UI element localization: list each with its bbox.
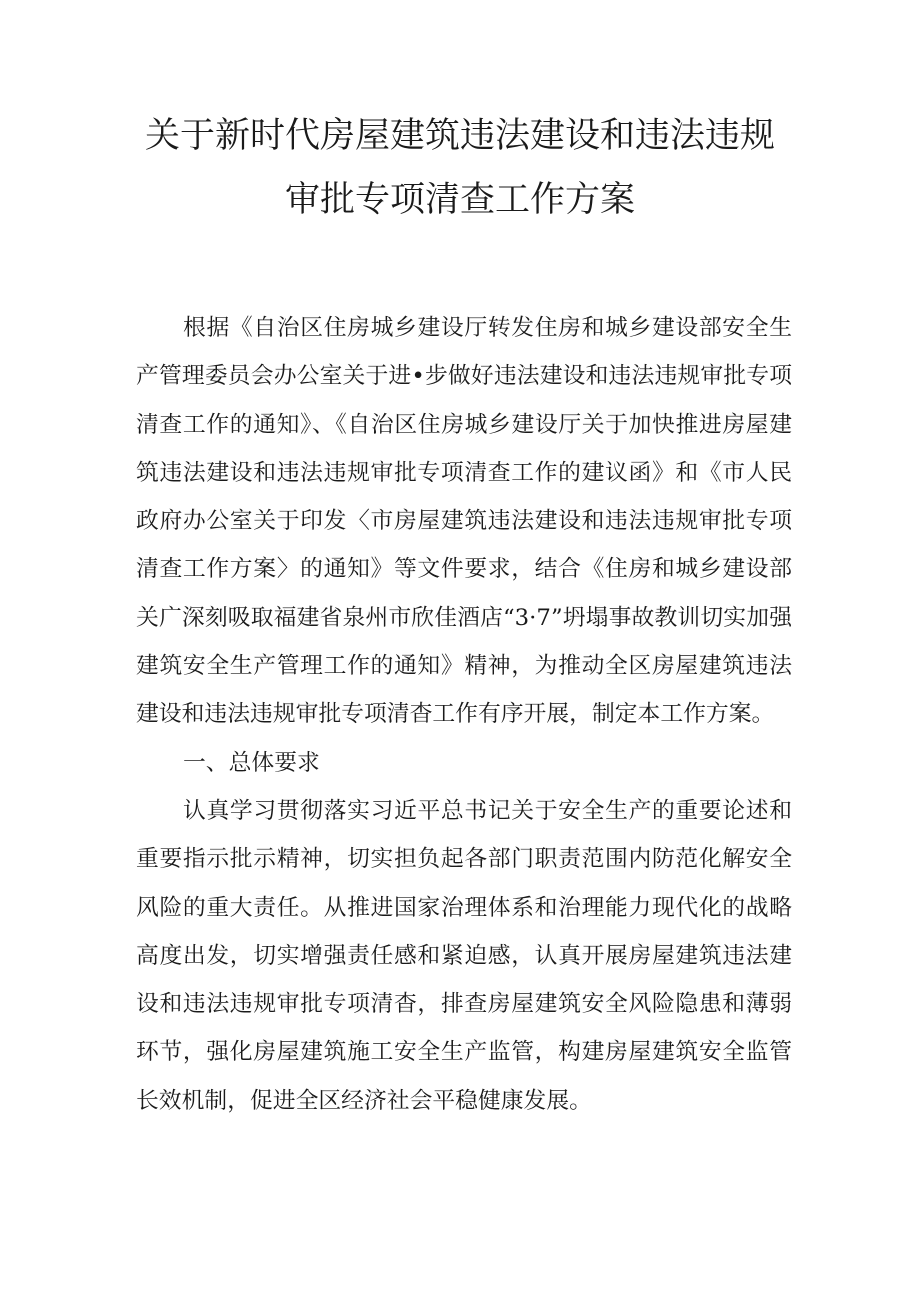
- title-line-1: 关于新时代房屋建筑违法建设和违法违规: [144, 116, 775, 156]
- section-heading-general-requirements: 一、总体要求: [183, 749, 320, 776]
- title-line-2: 审批专项清查工作方案: [284, 180, 635, 220]
- paragraph-general-requirements: 认真学习贯彻落实习近平总书记关于安全生产的重要论述和重要指示批示精神，切实担负起各部门职责范围内防范化解安全风险的重大责任。从推进国家治理体系和治理能力现代化的战略高度出发，切实增强责任感和紧迫感，认真开展房屋建筑违法建设和违法违规审批专项清杳，排查房屋建筑安全风险隐患和薄弱环节，强化房屋建筑施工安全生产监管，构建房屋建筑安全监管长效机制，促进全区经济社会平稳健康发展。: [136, 797, 792, 1114]
- paragraph-intro: 根据《自治区住房城乡建设厅转发住房和城乡建设部安全生产管理委员会办公室关于进•步做好违法建设和违法违规审批专项清查工作的通知》、《自治区住房城乡建设厅关于加快推进房屋建筑违法建设和违法违规审批专项清查工作的建议函》和《市人民政府办公室关于印发〈市房屋建筑违法建设和违法违规审批专项清查工作方案〉的通知》等文件要求，结合《住房和城乡建设部关广深刻吸取福建省泉州市欣佳酒店“3·7”坍塌事故教训切实加强建筑安全生产管理工作的通知》精神，为推动全区房屋建筑违法建设和违法违规审批专项清杳工作有序开展，制定本工作方案。: [136, 315, 792, 728]
- document-title: [0, 104, 920, 232]
- document-body: [136, 304, 792, 1125]
